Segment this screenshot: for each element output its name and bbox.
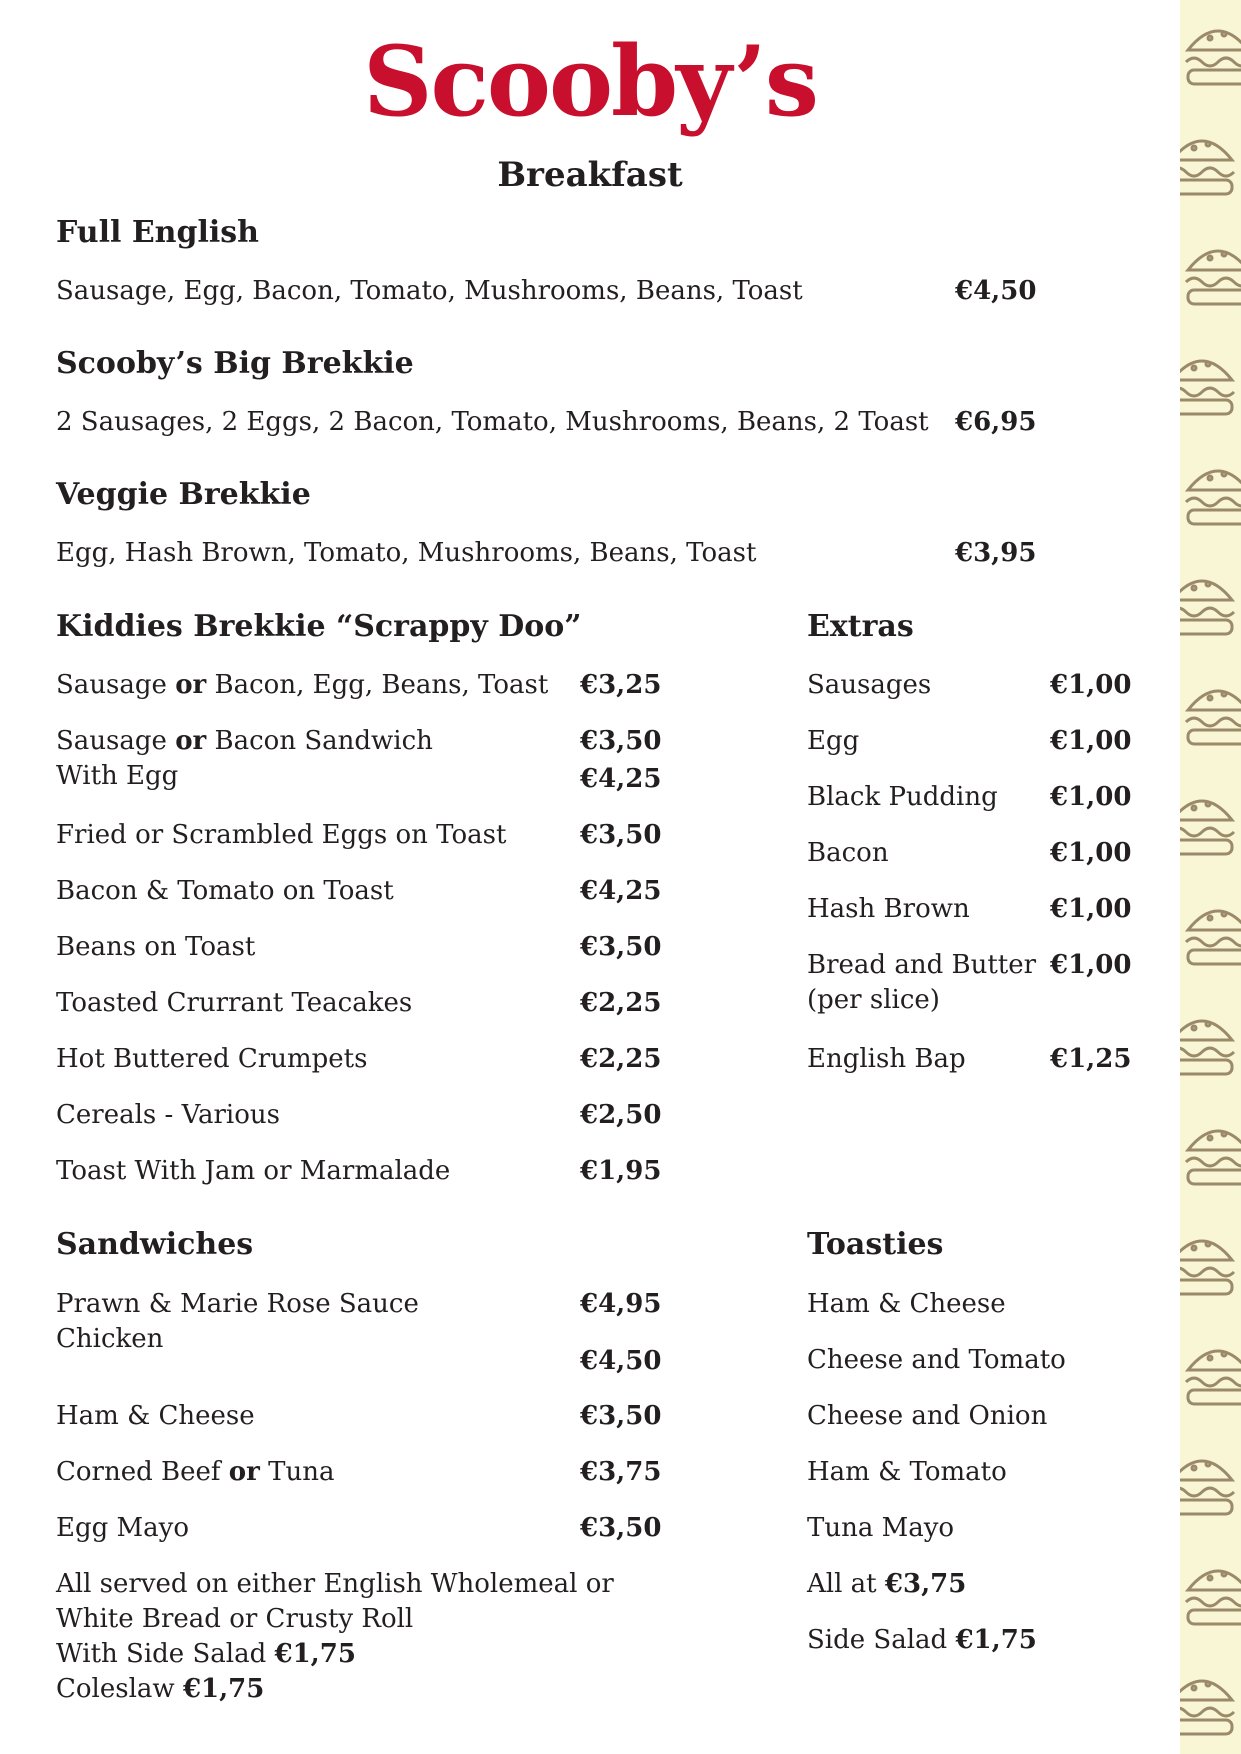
item-text: Tuna	[259, 1457, 335, 1487]
kiddies-item-2-price: €3,50	[580, 726, 662, 756]
kiddies-item-7: Hot Buttered Crumpets	[56, 1044, 368, 1074]
sandwich-egg: Egg Mayo	[56, 1513, 189, 1543]
extras-item-2-price: €1,00	[1050, 726, 1132, 756]
or-word: or	[175, 726, 207, 756]
toasties-all-price	[807, 1566, 966, 1602]
burger-doodle-icon	[1186, 1131, 1241, 1184]
burger-doodle-icon	[1186, 911, 1241, 964]
burger-doodle-icon	[1186, 691, 1241, 744]
burger-doodle-icon	[1186, 31, 1241, 84]
item-text: Bacon, Egg, Beans, Toast	[206, 670, 549, 700]
sandwiches-title: Sandwiches	[56, 1227, 254, 1262]
extras-item-3: Black Pudding	[807, 782, 998, 812]
sandwich-note-2: White Bread or Crusty Roll	[56, 1604, 414, 1634]
item-text: Corned Beef	[56, 1457, 229, 1487]
extras-bread-price: €1,00	[1050, 950, 1132, 980]
sandwich-prawn-price: €4,95	[580, 1289, 662, 1319]
extras-bread: Bread and Butter	[807, 950, 1037, 980]
sandwich-side-salad	[56, 1636, 356, 1672]
extras-title: Extras	[807, 609, 914, 644]
kiddies-item-2-sub-price: €4,25	[580, 764, 662, 794]
section-title-breakfast: Breakfast	[497, 155, 683, 195]
sandwich-corned-price: €3,75	[580, 1457, 662, 1487]
veggie-brekkie-title: Veggie Brekkie	[56, 477, 311, 512]
item-price: €1,75	[955, 1625, 1037, 1655]
kiddies-item-5: Beans on Toast	[56, 932, 256, 962]
sandwich-coleslaw	[56, 1671, 264, 1707]
item-text: All at	[807, 1569, 885, 1599]
item-text: With Side Salad	[56, 1639, 275, 1669]
kiddies-item-3: Fried or Scrambled Eggs on Toast	[56, 820, 507, 850]
full-english-desc: Sausage, Egg, Bacon, Tomato, Mushrooms, Beans, Toast	[56, 276, 803, 306]
food-doodle-strip	[1180, 0, 1241, 1754]
burger-doodle-icon	[1186, 471, 1241, 524]
burger-doodle-icon	[1186, 251, 1241, 304]
sandwich-prawn: Prawn & Marie Rose Sauce	[56, 1289, 419, 1319]
sandwich-chicken-price: €4,50	[580, 1346, 662, 1376]
burger-doodle-icon	[1180, 361, 1234, 414]
burger-doodle-icon	[1180, 1021, 1234, 1074]
sandwich-chicken: Chicken	[56, 1324, 164, 1354]
burger-doodle-icon	[1180, 1241, 1234, 1294]
item-text: Sausage	[56, 670, 176, 700]
item-price: €1,75	[274, 1639, 356, 1669]
extras-item-5-price: €1,00	[1050, 894, 1132, 924]
toastie-item-3: Cheese and Onion	[807, 1401, 1048, 1431]
kiddies-item-1-price: €3,25	[580, 670, 662, 700]
item-text: Side Salad	[807, 1625, 956, 1655]
kiddies-item-7-price: €2,25	[580, 1044, 662, 1074]
extras-item-3-price: €1,00	[1050, 782, 1132, 812]
burger-doodle-icon	[1180, 801, 1234, 854]
kiddies-item-2	[56, 723, 433, 759]
extras-bap-price: €1,25	[1050, 1044, 1132, 1074]
extras-item-4-price: €1,00	[1050, 838, 1132, 868]
burger-doodle-icon	[1186, 1571, 1241, 1624]
extras-bread-note: (per slice)	[807, 985, 940, 1015]
toasties-title: Toasties	[807, 1227, 944, 1262]
burger-doodle-icon	[1180, 581, 1234, 634]
kiddies-item-8-price: €2,50	[580, 1100, 662, 1130]
toastie-item-2: Cheese and Tomato	[807, 1345, 1066, 1375]
sandwich-ham: Ham & Cheese	[56, 1401, 255, 1431]
extras-item-4: Bacon	[807, 838, 889, 868]
extras-item-1-price: €1,00	[1050, 670, 1132, 700]
item-text: Sausage	[56, 726, 176, 756]
kiddies-item-8: Cereals - Various	[56, 1100, 280, 1130]
burger-doodle-icon	[1180, 141, 1234, 194]
kiddies-item-6-price: €2,25	[580, 988, 662, 1018]
big-brekkie-title: Scooby’s Big Brekkie	[56, 346, 414, 381]
toasties-side-salad	[807, 1622, 1037, 1658]
kiddies-item-9: Toast With Jam or Marmalade	[56, 1156, 451, 1186]
item-price: €3,75	[884, 1569, 967, 1599]
item-text: Bacon Sandwich	[206, 726, 433, 756]
kiddies-item-3-price: €3,50	[580, 820, 662, 850]
kiddies-item-9-price: €1,95	[580, 1156, 662, 1186]
burger-doodle-icon	[1180, 1681, 1234, 1734]
toastie-item-1: Ham & Cheese	[807, 1289, 1006, 1319]
or-word: or	[175, 670, 207, 700]
kiddies-item-1	[56, 667, 548, 703]
sandwich-corned	[56, 1454, 334, 1490]
extras-bap: English Bap	[807, 1044, 966, 1074]
item-text: Coleslaw	[56, 1674, 183, 1704]
kiddies-item-4: Bacon & Tomato on Toast	[56, 876, 394, 906]
item-price: €1,75	[182, 1674, 265, 1704]
big-brekkie-desc: 2 Sausages, 2 Eggs, 2 Bacon, Tomato, Mushrooms, Beans, 2 Toast	[56, 407, 929, 437]
full-english-title: Full English	[56, 215, 259, 250]
veggie-brekkie-desc: Egg, Hash Brown, Tomato, Mushrooms, Beans, Toast	[56, 538, 757, 568]
kiddies-title: Kiddies Brekkie “Scrappy Doo”	[56, 609, 582, 644]
kiddies-item-5-price: €3,50	[580, 932, 662, 962]
sandwich-egg-price: €3,50	[580, 1513, 662, 1543]
extras-item-1: Sausages	[807, 670, 932, 700]
kiddies-item-2-sub: With Egg	[56, 761, 179, 791]
sandwich-ham-price: €3,50	[580, 1401, 662, 1431]
toastie-item-4: Ham & Tomato	[807, 1457, 1007, 1487]
extras-item-2: Egg	[807, 726, 860, 756]
food-doodle-pattern	[1180, 0, 1241, 1754]
sandwich-note-1: All served on either English Wholemeal or	[56, 1569, 614, 1599]
burger-doodle-icon	[1186, 1351, 1241, 1404]
toastie-item-5: Tuna Mayo	[807, 1513, 955, 1543]
extras-item-5: Hash Brown	[807, 894, 970, 924]
kiddies-item-6: Toasted Crurrant Teacakes	[56, 988, 413, 1018]
burger-doodle-icon	[1180, 1461, 1234, 1514]
veggie-brekkie-price: €3,95	[955, 538, 1037, 568]
brand-title: Scooby’s	[363, 25, 817, 138]
kiddies-item-4-price: €4,25	[580, 876, 662, 906]
full-english-price: €4,50	[955, 276, 1037, 306]
big-brekkie-price: €6,95	[955, 407, 1037, 437]
or-word: or	[228, 1457, 260, 1487]
